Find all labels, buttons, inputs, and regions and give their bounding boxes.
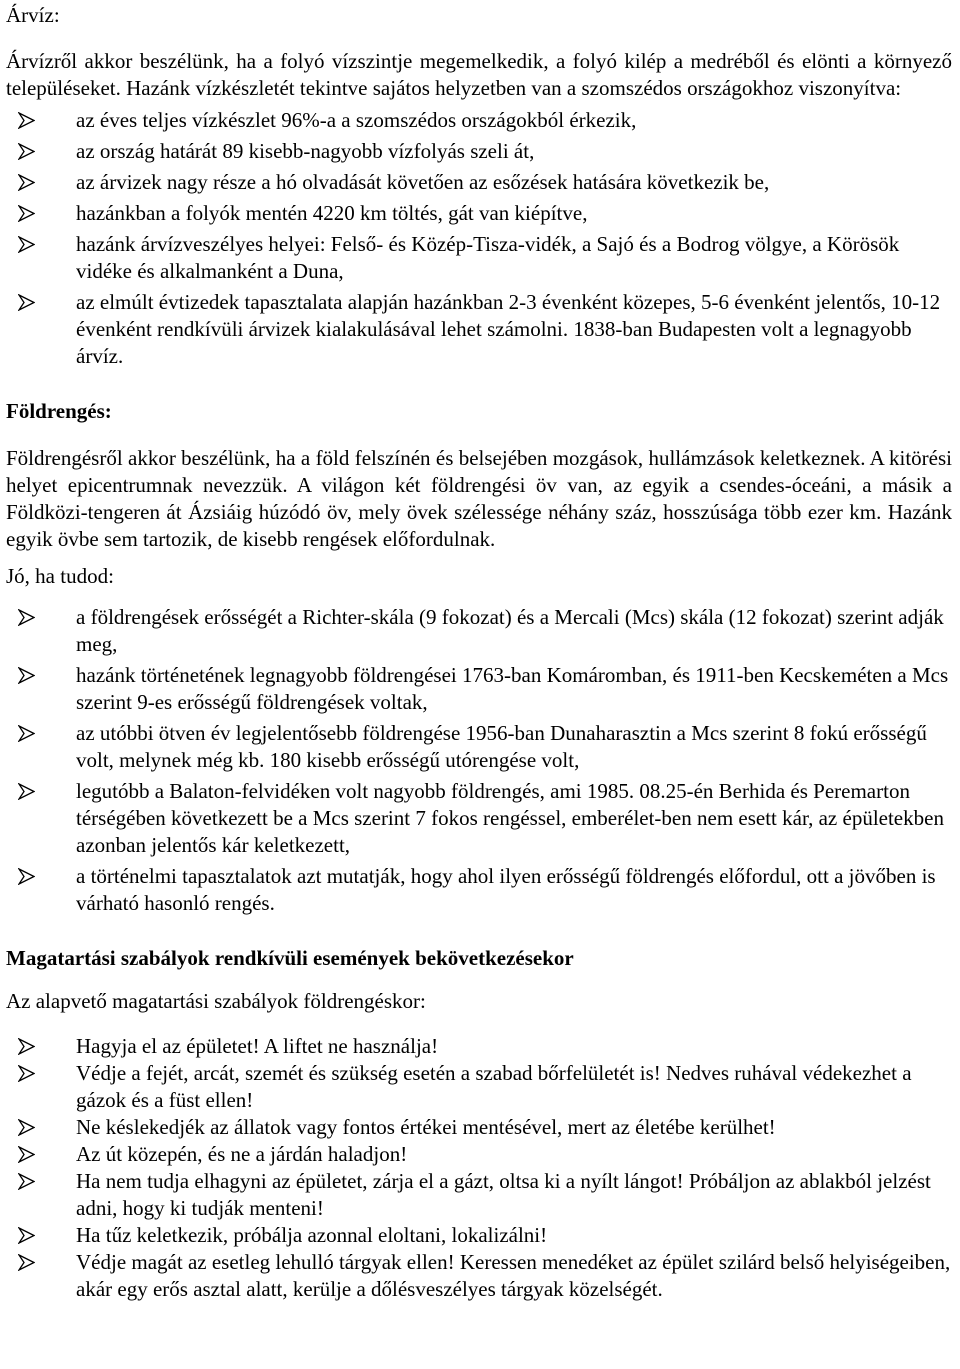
list-item: hazánk történetének legnagyobb földrengései 1763-ban Komáromban, és 1911-ben Kecskeméten a Mcs szerint 9-es erősségű földrengések voltak, (6, 662, 952, 716)
foldrenges-list (6, 604, 952, 917)
list-item: Az út közepén, és ne a járdán haladjon! (6, 1141, 952, 1168)
arrowhead-bullet-icon (18, 667, 35, 684)
list-item: a történelmi tapasztalatok azt mutatják, hogy ahol ilyen erősségű földrengés előfordul, ott a jövőben is várható hasonló rengés. (6, 863, 952, 917)
rules-list (6, 1033, 952, 1303)
list-item: az árvizek nagy része a hó olvadását követően az esőzések hatására következik be, (6, 169, 952, 196)
arrowhead-bullet-icon (18, 1119, 35, 1136)
list-item: hazánk árvízveszélyes helyei: Felső- és Közép-Tisza-vidék, a Sajó és a Bodrog völgye, a Körösök vidéke és alkalmanként a Duna, (6, 231, 952, 285)
arrowhead-bullet-icon (18, 1227, 35, 1244)
arrowhead-bullet-icon (18, 294, 35, 311)
list-item: az éves teljes vízkészlet 96%-a a szomszédos országokból érkezik, (6, 107, 952, 134)
list-item: a földrengések erősségét a Richter-skála (9 fokozat) és a Mercali (Mcs) skála (12 fokozat) szerint adják meg, (6, 604, 952, 658)
list-item: az utóbbi ötven év legjelentősebb földrengése 1956-ban Dunaharasztin a Mcs szerint 8 fokú erősségű volt, melynek még kb. 180 kisebb erősségű utórengése volt, (6, 720, 952, 774)
arrowhead-bullet-icon (18, 236, 35, 253)
arrowhead-bullet-icon (18, 1146, 35, 1163)
list-item: Ha tűz keletkezik, próbálja azonnal eloltani, lokalizálni! (6, 1222, 952, 1249)
list-item: hazánkban a folyók mentén 4220 km töltés, gát van kiépítve, (6, 200, 952, 227)
list-item: Védje a fejét, arcát, szemét és szükség esetén a szabad bőrfelületét is! Nedves ruhával védekezhet a gázok és a füst ellen! (6, 1060, 952, 1114)
arviz-list (6, 107, 952, 370)
rules-subtitle: Az alapvető magatartási szabályok földrengéskor: (6, 989, 426, 1013)
list-item: az ország határát 89 kisebb-nagyobb vízfolyás szeli át, (6, 138, 952, 165)
arrowhead-bullet-icon (18, 112, 35, 129)
good-to-know-title: Jó, ha tudod: (6, 564, 114, 588)
arrowhead-bullet-icon (18, 868, 35, 885)
list-item: legutóbb a Balaton-felvidéken volt nagyobb földrengés, ami 1985. 08.25-én Berhida és Peremarton térségében következett be a Mcs szerint 7 fokos rengéssel, emberélet-ben nem esett kár, az épületekben azonban jelentős kár keletkezett, (6, 778, 952, 859)
arrowhead-bullet-icon (18, 725, 35, 742)
arrowhead-bullet-icon (18, 1173, 35, 1190)
rules-heading: Magatartási szabályok rendkívüli események bekövetkezésekor (6, 946, 574, 970)
list-item: Ha nem tudja elhagyni az épületet, zárja el a gázt, oltsa ki a nyílt lángot! Próbáljon az ablakból jelzést adni, hogy ki tudják menteni! (6, 1168, 952, 1222)
arrowhead-bullet-icon (18, 205, 35, 222)
arrowhead-bullet-icon (18, 1254, 35, 1271)
foldrenges-intro: Földrengésről akkor beszélünk, ha a föld felszínén és belsejében mozgások, hullámzások keletkeznek. A kitörési helyet epicentrumnak nevezzük. A világon két földrengési öv van, az egyik a csendes-óceáni, a másik a Földközi-tengeren át Ázsiáig húzódó öv, mely övek szélessége néhány száz, hosszúsága több ezer km. Hazánk egyik övbe sem tartozik, de kisebb rengések előfordulnak. (6, 446, 952, 551)
arrowhead-bullet-icon (18, 174, 35, 191)
list-item: Hagyja el az épületet! A liftet ne használja! (6, 1033, 952, 1060)
arrowhead-bullet-icon (18, 1038, 35, 1055)
foldrenges-heading: Földrengés: (6, 399, 112, 423)
list-item: Ne késlekedjék az állatok vagy fontos értékei mentésével, mert az életébe kerülhet! (6, 1114, 952, 1141)
arviz-intro: Árvízről akkor beszélünk, ha a folyó vízszintje megemelkedik, a folyó kilép a medréből és elönti a környező településeket. Hazánk vízkészletét tekintve sajátos helyzetben van a szomszédos országokhoz viszonyítva: (6, 49, 952, 100)
arrowhead-bullet-icon (18, 1065, 35, 1082)
list-item: Védje magát az esetleg lehulló tárgyak ellen! Keressen menedéket az épület szilárd belső helyiségeiben, akár egy erős asztal alatt, kerülje a dőlésveszélyes tárgyak közelségét. (6, 1249, 952, 1303)
arviz-heading: Árvíz: (6, 3, 60, 27)
arrowhead-bullet-icon (18, 783, 35, 800)
arrowhead-bullet-icon (18, 609, 35, 626)
list-item: az elmúlt évtizedek tapasztalata alapján hazánkban 2-3 évenként közepes, 5-6 évenként jelentős, 10-12 évenként rendkívüli árvizek kialakulásával lehet számolni. 1838-ban Budapesten volt a legnagyobb árvíz. (6, 289, 952, 370)
arrowhead-bullet-icon (18, 143, 35, 160)
